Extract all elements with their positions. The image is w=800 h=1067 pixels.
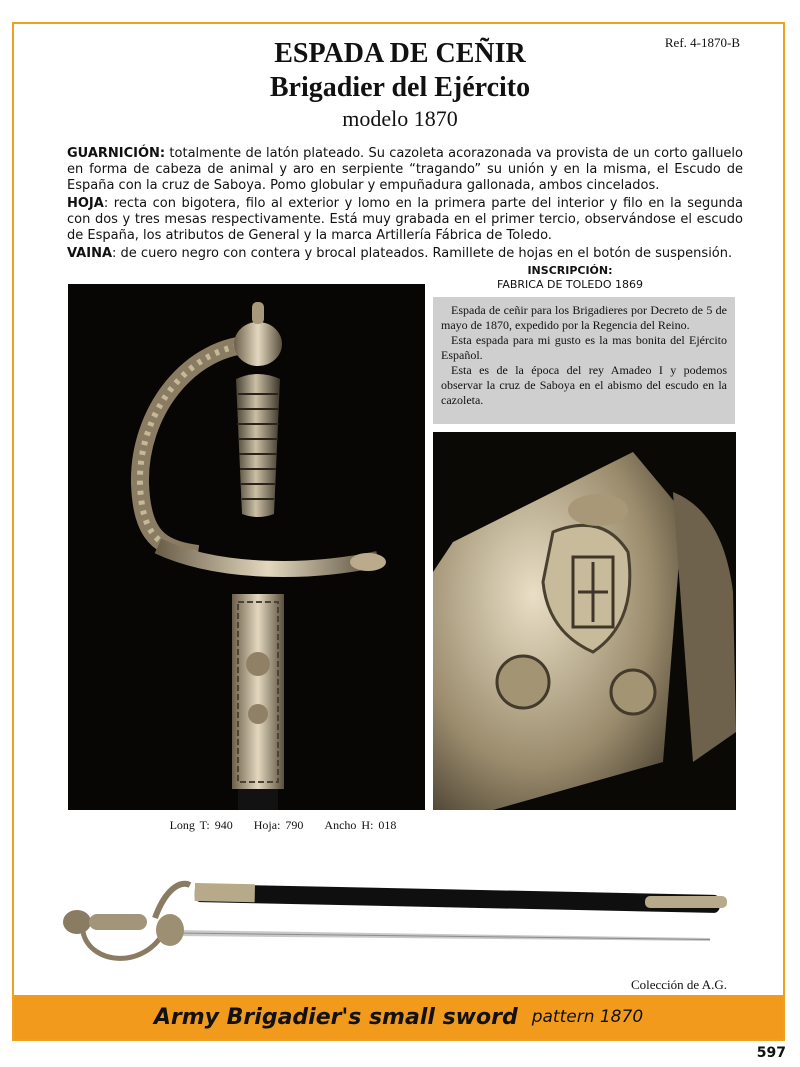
hoja-paragraph [67, 196, 743, 244]
dimensions-line [68, 818, 498, 833]
hilt-illustration [68, 284, 425, 810]
full-sword-illustration [55, 870, 735, 975]
hilt-photo [68, 284, 425, 810]
guarnicion-label: GUARNICIÓN: [67, 146, 166, 161]
vaina-label: VAINA [67, 246, 113, 261]
pattern-label: pattern 1870 [531, 1007, 644, 1027]
length-total: Long T: 940 [169, 818, 233, 832]
vaina-text: : de cuero negro con contera y brocal plateados. Ramillete de hojas en el botón de suspensión. [112, 246, 733, 261]
reference-code: Ref. 4-1870-B [664, 35, 740, 50]
commentary-note [433, 297, 735, 424]
guard-closeup-illustration [433, 432, 736, 810]
guard-closeup-photo [433, 432, 736, 810]
description-block [67, 146, 743, 264]
page-number: 597 [756, 1045, 786, 1061]
english-title-banner [14, 995, 783, 1039]
hoja-text: : recta con bigotera, filo al exterior y lomo en la primera parte del interior y filo en la segunda con dos y tres mesas respectivamente. Está muy grabada en el primer tercio, observándose el escudo de España, los atributos de General y la marca Artillería Fábrica de Toledo. [67, 196, 743, 243]
inscription-block [430, 264, 710, 292]
note-paragraph: Espada de ceñir para los Brigadieres por Decreto de 5 de mayo de 1870, expedido por la Regencia del Reino. [441, 303, 727, 332]
inscription-heading: INSCRIPCIÓN: [527, 264, 613, 277]
guarnicion-paragraph [67, 146, 743, 194]
blade-width: Ancho H: 018 [324, 818, 397, 832]
collection-credit: Colección de A.G. [630, 977, 727, 992]
hoja-label: HOJA [67, 196, 104, 211]
title-main: ESPADA DE CEÑIR [274, 38, 526, 69]
inscription-text: FABRICA DE TOLEDO 1869 [497, 278, 643, 291]
vaina-paragraph [67, 246, 743, 262]
guarnicion-text: totalmente de latón plateado. Su cazoleta acorazonada va provista de un corto galluelo en forma de cabeza de animal y aro en serpiente “tragando” su unión y en la misma, el Escudo de España con la cruz de Saboya. Pomo globular y empuñadura gallonada, ambos cincelados. [67, 146, 743, 193]
blade-length: Hoja: 790 [253, 818, 304, 832]
full-sword-photo [55, 870, 735, 975]
note-paragraph: Esta espada para mi gusto es la mas bonita del Ejército Español. [441, 333, 727, 362]
title-model: modelo 1870 [342, 106, 458, 131]
note-paragraph: Esta es de la época del rey Amadeo I y podemos observar la cruz de Saboya en el abismo del escudo en la cazoleta. [441, 363, 727, 407]
title-sub: Brigadier del Ejército [269, 72, 531, 103]
english-title: Army Brigadier's small sword [153, 1004, 518, 1030]
